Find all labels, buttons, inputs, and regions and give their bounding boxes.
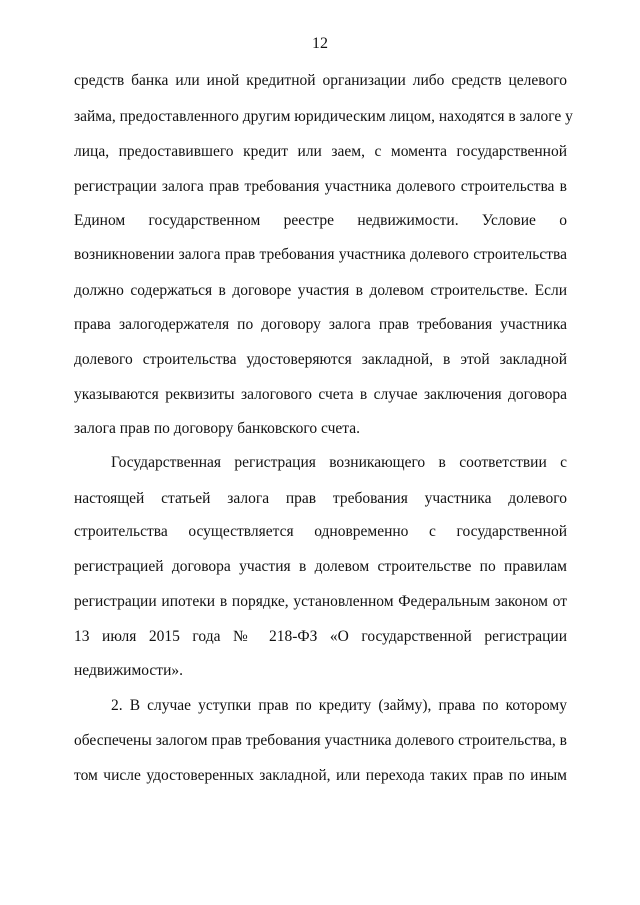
text-line: том числе удостоверенных закладной, или перехода таких прав по иным [74, 767, 567, 784]
text-line: средств банка или иной кредитной организации либо средств целевого [74, 72, 567, 89]
text-line: регистрацией договора участия в долевом строительстве по правилам [74, 558, 567, 575]
text-line: должно содержаться в договоре участия в долевом строительстве. Если [74, 282, 567, 299]
text-line: регистрации залога прав требования участника долевого строительства в [74, 178, 567, 195]
text-line: долевого строительства удостоверяются закладной, в этой закладной [74, 351, 567, 368]
text-line: права залогодержателя по договору залога прав требования участника [74, 316, 567, 333]
text-line: 13 июля 2015 года № 218-ФЗ «О государственной регистрации [74, 628, 567, 645]
page-number: 12 [312, 35, 328, 52]
text-line: настоящей статьей залога прав требования участника долевого [74, 490, 567, 507]
text-line: займа, предоставленного другим юридическим лицом, находятся в залоге у [74, 108, 573, 125]
text-line: 2. В случае уступки прав по кредиту (займу), права по которому [111, 697, 567, 714]
text-line: лица, предоставившего кредит или заем, с момента государственной [74, 143, 567, 160]
text-line: указываются реквизиты залогового счета в случае заключения договора [74, 386, 567, 403]
text-line: строительства осуществляется одновременно с государственной [74, 523, 567, 540]
text-line: залога прав по договору банковского счета. [74, 420, 360, 437]
text-line: возникновении залога прав требования участника долевого строительства [74, 246, 567, 263]
text-line: обеспечены залогом прав требования участника долевого строительства, в [74, 732, 567, 749]
text-line: Государственная регистрация возникающего в соответствии с [111, 454, 567, 471]
text-line: недвижимости». [74, 662, 183, 679]
text-line: регистрации ипотеки в порядке, установленном Федеральным законом от [74, 593, 567, 610]
text-line: Едином государственном реестре недвижимости. Условие о [74, 212, 567, 229]
